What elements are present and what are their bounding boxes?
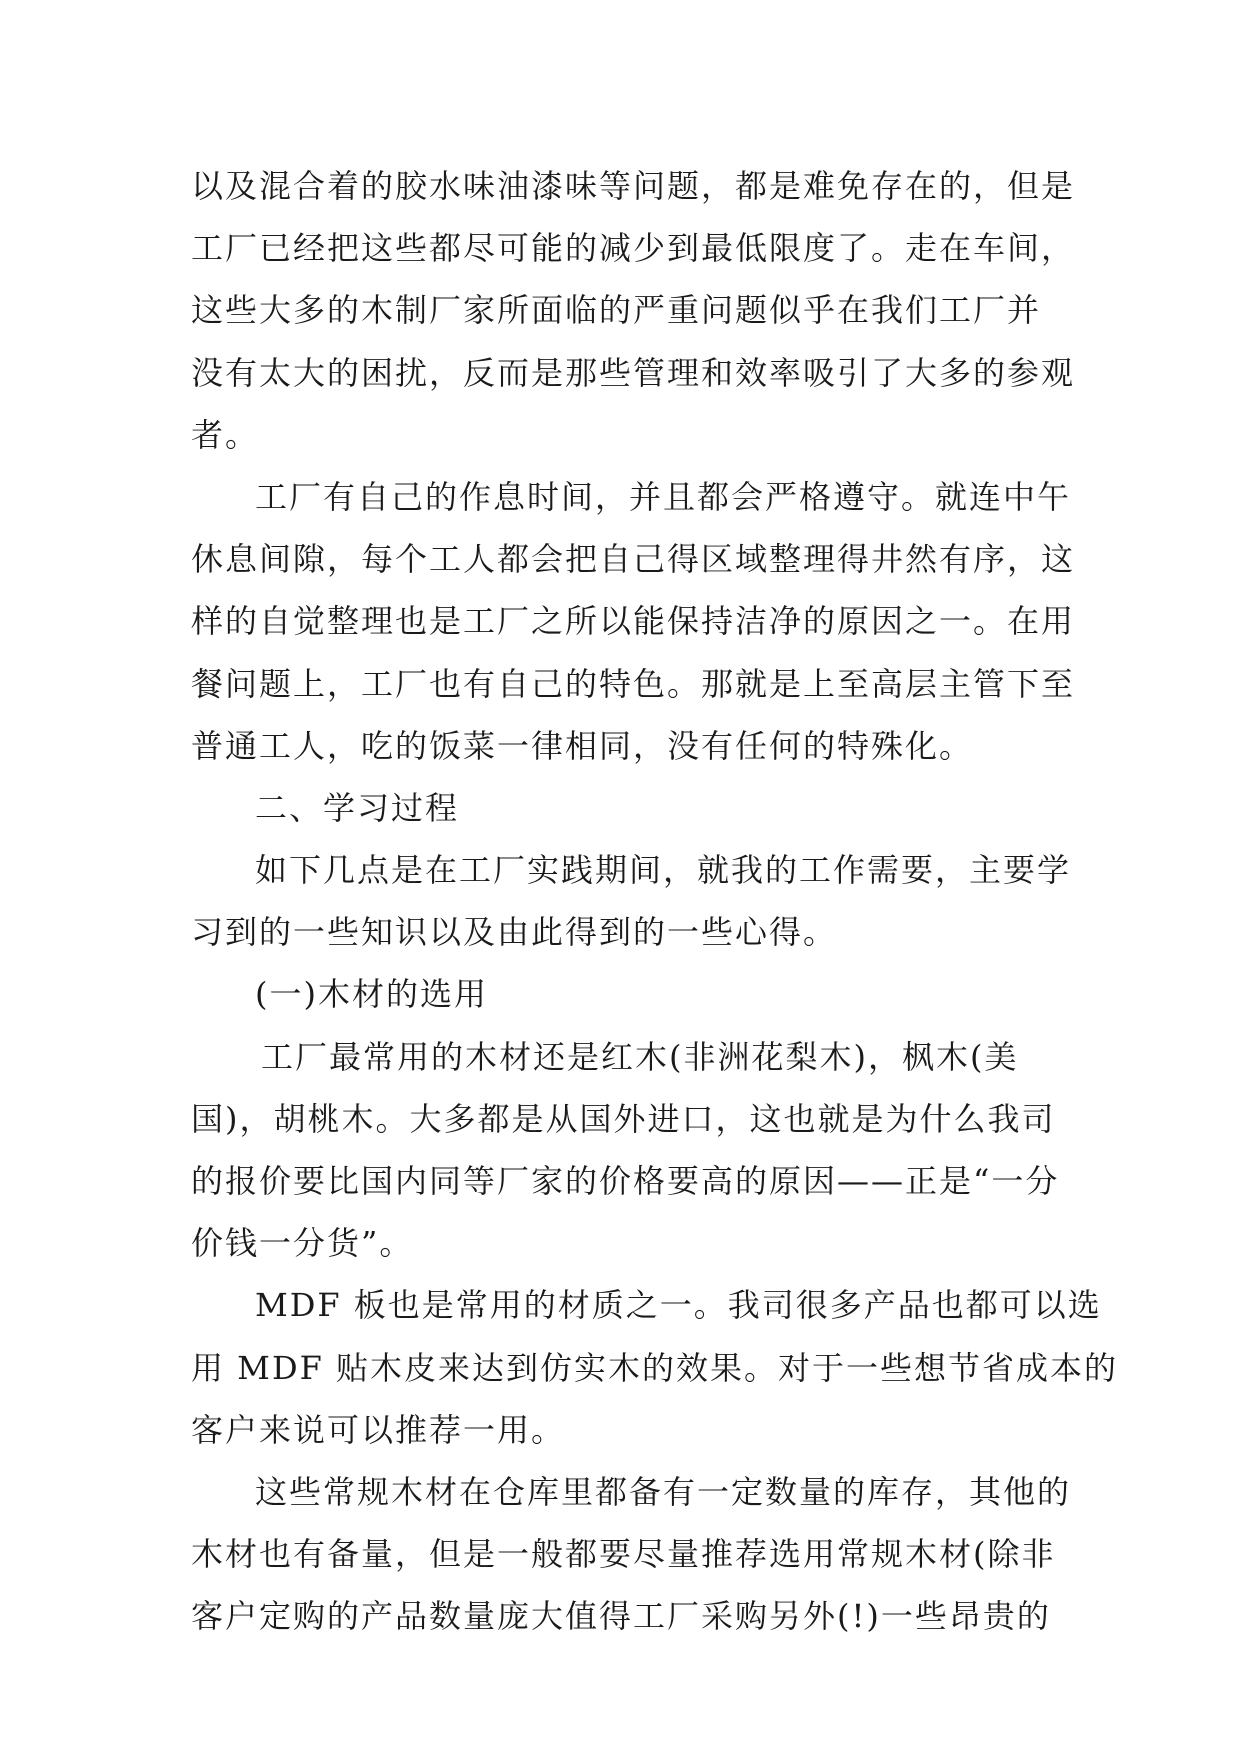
text-line: 习到的一些知识以及由此得到的一些心得。: [191, 913, 838, 952]
text-line: 这些常规木材在仓库里都备有一定数量的库存，其他的: [255, 1472, 1072, 1511]
section-heading: 二、学习过程: [255, 788, 460, 827]
text-line: 工厂已经把这些都尽可能的减少到最低限度了。走在车间，: [191, 229, 1076, 268]
text-line: 用 MDF 贴木皮来达到仿实木的效果。对于一些想节省成本的: [191, 1348, 1118, 1387]
text-line: 的报价要比国内同等厂家的价格要高的原因——正是“一分: [191, 1162, 1060, 1200]
text-line: 餐问题上，工厂也有自己的特色。那就是上至高层主管下至: [191, 664, 1076, 703]
text-line: 以及混合着的胶水味油漆味等问题，都是难免存在的，但是: [191, 167, 1076, 205]
text-line: 客户定购的产品数量庞大值得工厂采购另外(!)一些昂贵的: [191, 1597, 1051, 1636]
text-line: 国)，胡桃木。大多都是从国外进口，这也就是为什么我司: [191, 1099, 1056, 1138]
text-line: 普通工人，吃的饭菜一律相同，没有任何的特殊化。: [191, 726, 974, 765]
text-line: 客户来说可以推荐一用。: [191, 1410, 566, 1449]
body-text: [191, 155, 1118, 1648]
text-line: 木材也有备量，但是一般都要尽量推荐选用常规木材(除非: [191, 1535, 1056, 1574]
subsection-heading: (一)木材的选用: [255, 975, 488, 1014]
text-line: MDF 板也是常用的材质之一。我司很多产品也都可以选: [255, 1286, 1102, 1325]
text-line: 样的自觉整理也是工厂之所以能保持洁净的原因之一。在用: [191, 602, 1076, 641]
text-line: 工厂有自己的作息时间，并且都会严格遵守。就连中午: [255, 477, 1072, 516]
text-line: 这些大多的木制厂家所面临的严重问题似乎在我们工厂并: [191, 291, 1042, 330]
text-line: 休息间隙，每个工人都会把自己得区域整理得井然有序，这: [191, 540, 1076, 579]
text-line: 价钱一分货”。: [191, 1224, 414, 1263]
text-line: 如下几点是在工厂实践期间，就我的工作需要，主要学: [255, 851, 1072, 890]
text-line: 没有太大的困扰，反而是那些管理和效率吸引了大多的参观: [191, 353, 1076, 392]
text-line: 工厂最常用的木材还是红木(非洲花梨木)，枫木(美: [261, 1037, 1019, 1076]
text-line: 者。: [191, 415, 260, 454]
